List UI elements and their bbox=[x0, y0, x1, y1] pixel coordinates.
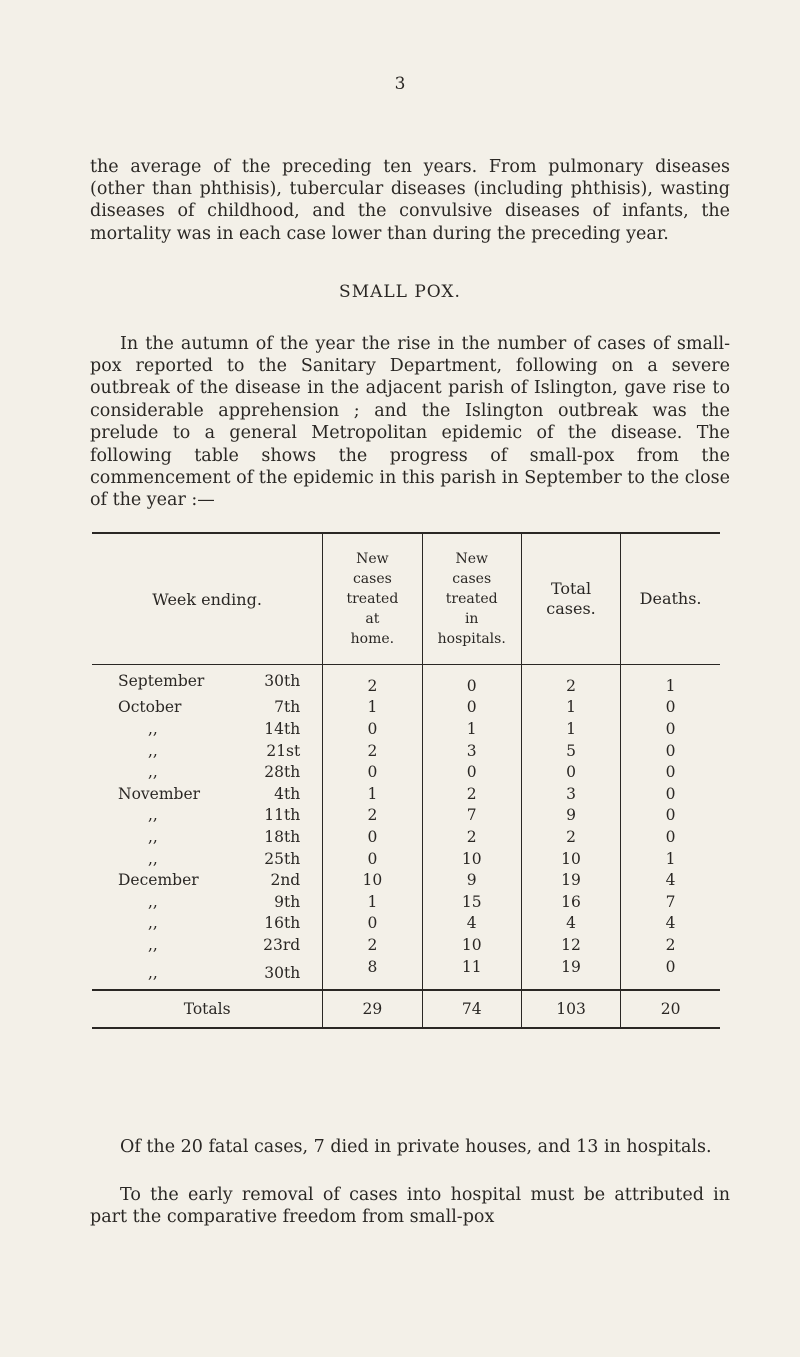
paragraph-early-removal: To the early removal of cases into hospital must be attributed in part the comparative freedom from small-pox bbox=[90, 1184, 730, 1227]
cell-hospital: 4 bbox=[422, 913, 521, 935]
table-row bbox=[92, 665, 720, 697]
week-ending-cell bbox=[92, 665, 323, 697]
week-ending-cell bbox=[92, 783, 323, 805]
header-line: in bbox=[464, 611, 479, 627]
header-line: treated bbox=[346, 591, 399, 607]
table-row bbox=[92, 718, 720, 740]
week-day: 28th bbox=[264, 763, 301, 782]
paragraph-fatal-cases: Of the 20 fatal cases, 7 died in private houses, and 13 in hospitals. bbox=[120, 1136, 712, 1157]
cell-hospital: 3 bbox=[422, 740, 521, 762]
table-row bbox=[92, 783, 720, 805]
week-ending-cell bbox=[92, 697, 323, 719]
cell-deaths: 0 bbox=[621, 805, 720, 827]
week-ending-cell bbox=[92, 761, 323, 783]
table-row bbox=[92, 848, 720, 870]
week-day: 2nd bbox=[270, 871, 301, 890]
cell-deaths: 1 bbox=[621, 665, 720, 697]
table-row bbox=[92, 697, 720, 719]
week-day: 30th bbox=[264, 963, 301, 982]
week-month: ,, bbox=[148, 763, 158, 782]
cell-hospital: 2 bbox=[422, 783, 521, 805]
cell-hospital: 0 bbox=[422, 665, 521, 697]
page-number: 3 bbox=[394, 74, 406, 94]
header-line: cases bbox=[452, 571, 492, 587]
small-pox-table bbox=[92, 532, 720, 1029]
cell-total: 1 bbox=[521, 718, 620, 740]
week-day: 23rd bbox=[263, 935, 301, 954]
week-day: 30th bbox=[264, 671, 301, 690]
cell-total: 2 bbox=[521, 665, 620, 697]
week-month: ,, bbox=[148, 827, 158, 846]
header-line: New bbox=[356, 551, 389, 567]
paragraph-outbreak: In the autumn of the year the rise in the number of cases of small-pox reported to the Sanitary Department, following on a severe outbreak of the disease in the adjacent parish of Islington, gave rise to considerable apprehension ; and the Islington outbreak was the prelude to a general Metropolitan epidemic of the disease. The following table shows the progress of small-pox from the commencement of the epidemic in this parish in September to the close of the year :— bbox=[90, 333, 730, 511]
cell-home: 2 bbox=[323, 805, 422, 827]
week-month: ,, bbox=[148, 963, 158, 982]
cell-hospital: 15 bbox=[422, 891, 521, 913]
header-line: home. bbox=[350, 631, 395, 647]
cell-total: 12 bbox=[521, 934, 620, 956]
header-total-cases bbox=[521, 533, 620, 665]
cell-home: 0 bbox=[323, 826, 422, 848]
table-row bbox=[92, 891, 720, 913]
week-month: ,, bbox=[148, 719, 158, 738]
week-month: November bbox=[118, 784, 201, 803]
header-line: at bbox=[365, 611, 380, 627]
totals-row bbox=[92, 990, 720, 1028]
table-row bbox=[92, 826, 720, 848]
cell-total: 2 bbox=[521, 826, 620, 848]
total-deaths: 20 bbox=[621, 990, 720, 1028]
table-row bbox=[92, 913, 720, 935]
header-deaths: Deaths. bbox=[621, 533, 720, 665]
cell-home: 0 bbox=[323, 913, 422, 935]
cell-hospital: 2 bbox=[422, 826, 521, 848]
cell-deaths: 4 bbox=[621, 913, 720, 935]
total-cases: 103 bbox=[521, 990, 620, 1028]
cell-deaths: 0 bbox=[621, 740, 720, 762]
table-row bbox=[92, 934, 720, 956]
week-month: ,, bbox=[148, 741, 158, 760]
header-line: cases bbox=[352, 571, 392, 587]
week-day: 9th bbox=[274, 892, 301, 911]
cell-hospital: 10 bbox=[422, 848, 521, 870]
week-ending-cell bbox=[92, 913, 323, 935]
week-day: 18th bbox=[264, 827, 301, 846]
week-ending-cell bbox=[92, 805, 323, 827]
week-day: 14th bbox=[264, 719, 301, 738]
cell-hospital: 10 bbox=[422, 934, 521, 956]
week-day: 7th bbox=[274, 698, 301, 717]
cell-deaths: 0 bbox=[621, 783, 720, 805]
header-line: Total bbox=[550, 579, 592, 598]
cell-hospital: 0 bbox=[422, 697, 521, 719]
total-home: 29 bbox=[323, 990, 422, 1028]
header-line: hospitals. bbox=[437, 631, 506, 647]
cell-total: 3 bbox=[521, 783, 620, 805]
table-row bbox=[92, 956, 720, 991]
week-ending-cell bbox=[92, 740, 323, 762]
cell-deaths: 0 bbox=[621, 718, 720, 740]
week-ending-cell bbox=[92, 826, 323, 848]
week-month: ,, bbox=[148, 892, 158, 911]
week-day: 21st bbox=[266, 741, 301, 760]
cell-total: 9 bbox=[521, 805, 620, 827]
table-row bbox=[92, 869, 720, 891]
cell-hospital: 1 bbox=[422, 718, 521, 740]
cell-home: 0 bbox=[323, 718, 422, 740]
paragraph-mortality: the average of the preceding ten years. From pulmonary diseases (other than phthisis), tubercular diseases (including phthisis), wasting diseases of childhood, and the convulsive diseases of infants, the mortality was in each case lower than during the preceding year. bbox=[90, 156, 730, 244]
table-row bbox=[92, 761, 720, 783]
cell-total: 0 bbox=[521, 761, 620, 783]
cell-deaths: 0 bbox=[621, 697, 720, 719]
week-month: ,, bbox=[148, 935, 158, 954]
cell-home: 2 bbox=[323, 934, 422, 956]
cell-total: 4 bbox=[521, 913, 620, 935]
cell-total: 1 bbox=[521, 697, 620, 719]
week-day: 4th bbox=[274, 784, 301, 803]
week-month: ,, bbox=[148, 806, 158, 825]
header-line: treated bbox=[445, 591, 498, 607]
cell-home: 1 bbox=[323, 783, 422, 805]
table-row bbox=[92, 740, 720, 762]
cell-total: 5 bbox=[521, 740, 620, 762]
cell-home: 0 bbox=[323, 848, 422, 870]
week-day: 25th bbox=[264, 849, 301, 868]
cell-home: 10 bbox=[323, 869, 422, 891]
table-row bbox=[92, 805, 720, 827]
cell-home: 1 bbox=[323, 697, 422, 719]
cell-hospital: 11 bbox=[422, 956, 521, 991]
header-line: cases. bbox=[546, 599, 596, 618]
cell-home: 8 bbox=[323, 956, 422, 991]
week-ending-cell bbox=[92, 869, 323, 891]
header-line: New bbox=[455, 551, 488, 567]
cell-hospital: 9 bbox=[422, 869, 521, 891]
cell-deaths: 7 bbox=[621, 891, 720, 913]
cell-home: 1 bbox=[323, 891, 422, 913]
total-hospital: 74 bbox=[422, 990, 521, 1028]
cell-deaths: 1 bbox=[621, 848, 720, 870]
cell-total: 19 bbox=[521, 956, 620, 991]
cell-deaths: 4 bbox=[621, 869, 720, 891]
header-week-ending: Week ending. bbox=[92, 533, 323, 665]
header-home-cases bbox=[323, 533, 422, 665]
table-header-row bbox=[92, 533, 720, 665]
week-month: September bbox=[118, 671, 205, 690]
week-day: 11th bbox=[264, 806, 301, 825]
header-hospital-cases bbox=[422, 533, 521, 665]
week-month: ,, bbox=[148, 849, 158, 868]
week-ending-cell bbox=[92, 891, 323, 913]
cell-home: 0 bbox=[323, 761, 422, 783]
cell-hospital: 7 bbox=[422, 805, 521, 827]
cell-deaths: 2 bbox=[621, 934, 720, 956]
cell-deaths: 0 bbox=[621, 761, 720, 783]
totals-label: Totals bbox=[92, 990, 323, 1028]
week-ending-cell bbox=[92, 956, 323, 991]
week-day: 16th bbox=[264, 914, 301, 933]
cell-home: 2 bbox=[323, 665, 422, 697]
section-heading: SMALL POX. bbox=[339, 282, 461, 302]
week-month: October bbox=[118, 698, 182, 717]
cell-total: 16 bbox=[521, 891, 620, 913]
cell-home: 2 bbox=[323, 740, 422, 762]
week-ending-cell bbox=[92, 718, 323, 740]
week-ending-cell bbox=[92, 848, 323, 870]
cell-deaths: 0 bbox=[621, 956, 720, 991]
cell-total: 10 bbox=[521, 848, 620, 870]
week-month: December bbox=[118, 871, 199, 890]
cell-hospital: 0 bbox=[422, 761, 521, 783]
week-ending-cell bbox=[92, 934, 323, 956]
week-month: ,, bbox=[148, 914, 158, 933]
cell-deaths: 0 bbox=[621, 826, 720, 848]
cell-total: 19 bbox=[521, 869, 620, 891]
